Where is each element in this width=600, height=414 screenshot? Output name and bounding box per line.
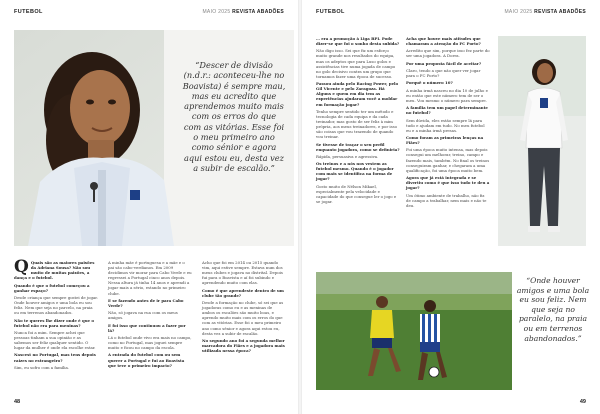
pull-quote: “Descer de divisão (n.d.r.: aconteceu-lhe no Boavista) é sempre mau, mas eu acredito que aprendemos muito mais com os erros do que com as vitórias. Esse foi o meu primeiro ano como sénior e agora aqui estou eu, desta vez a subir de escalão.”: [182, 60, 286, 173]
answer: A minha irmã nasceu no dia 10 de julho e eu então que este número tem de ser o meu. Vou mesmo o número para sempre.: [406, 87, 488, 103]
striped-shirt: [420, 314, 440, 342]
standing-portrait-photo: [498, 36, 586, 246]
answer: Tenho sempre sentido ter um método e tecnologia de cada equipa e da cada treinador, mas gosto de ser feliz à mim própria, aos meus treinadores, e por isso são coisas que vou trazendo de quando vou treinar.: [316, 108, 398, 140]
question: Nascest no Portugal, mas tens depois raízes no estrangeiro?: [14, 352, 96, 363]
drop-cap: Q: [14, 257, 29, 277]
question: Quando é que o futebol começou a ganhar espaço?: [14, 282, 90, 293]
question: Os treinos e a nós nos vestem as futebol mesmo. Quando é o jogador com mais se identifica na forma de jogar?: [316, 161, 394, 182]
question: A entrada do futebol com ou sem querer a Portugal e fui ao Boavista que teve o primeiro impacto?: [108, 352, 185, 368]
article-column-3: [202, 260, 286, 355]
answer: Claro, tendo a que não quer ver jogar para o FC Porto?: [406, 68, 481, 79]
question: Por uma proposta fácil de aceitar?: [406, 60, 482, 66]
question: No segundo ano foi a segunda melhor marcadora do Fiães e a jogadora mais utilizada nessa época?: [202, 337, 285, 354]
section-label: FUTEBOL: [316, 9, 345, 15]
magazine-masthead: [202, 9, 284, 15]
page-number: 48: [14, 399, 21, 405]
article-column-1: [14, 257, 98, 372]
answer: Desde criança que sempre gostei de jogar. Onde houver amigos e uma bola eu sou feliz. Nem que seja no parcelo, na praia ou em terrenos abandonados.: [14, 294, 98, 316]
question: Se tivesse de traçar o seu perfil enquanto jogadora, como se definiria?: [316, 141, 400, 152]
right-page: [302, 0, 600, 414]
question: Como foram as primeiras lenças na Fiães?: [406, 135, 484, 146]
magazine-date: MAIO 2025: [202, 9, 231, 15]
answer: Desde a formação no clube, só sei que as jogadoras como eu e as meninas de ambos os escalões são muito boas, e aprendo muito mais com os erros do que com as vitórias. Esse foi o meu primeiro ano como sénior e agora aqui estou eu, desta vez a subir de escalão.: [202, 300, 284, 336]
match-action-image: [316, 272, 512, 390]
magazine-title: REVISTA ABADÕES: [534, 9, 586, 15]
question: … era a promoção à Liga BPI. Pode dizer-se que foi o sonho desta subida?: [316, 36, 400, 47]
magazine-date: MAIO 2025: [504, 9, 533, 15]
question: Agora que já está integrada e se divertiu como é que isso tudo te deu a jogar?: [406, 175, 490, 191]
magazine-masthead: [504, 9, 586, 15]
question: A família tem um papel determinante no futebol?: [406, 105, 488, 116]
magazine-title: REVISTA ABADÕES: [232, 9, 284, 15]
answer: Acho que foi em 2014 ou 2015 quando vim, aqui estive sempre. Estava num dos meus clubes e jogava no distrital. Depois fui para o Boavista e aí foi subindo e aprendendo muito com elas.: [202, 260, 283, 286]
question: E foi isso que continuou a fazer por lá?: [108, 322, 186, 333]
right-page-header: [316, 9, 586, 18]
article-column-2: [108, 260, 192, 370]
question: Como é que aprendeste dentro de um clube tão grande?: [202, 287, 284, 298]
answer: Não digo isso. Sei que fiz um esforço muito grande nos resultados do equipa, mas os adeptos que para Luso golos e assistências tive numa jogada de campo no golo decisivo contra um grupo que tornamos fazer uma época de sucesso.: [316, 48, 396, 79]
column-1-lead: Quais são as maiores paixões da Adriana Sousa? Não sou muito de muitas paixões, a dança e o futebol.: [14, 260, 95, 281]
standing-portrait-image: [498, 36, 586, 246]
match-action-photo: [316, 272, 512, 390]
question: Não te queres lhe dizer onde é que o futebol não era para meninas?: [14, 317, 94, 328]
answer: Um ótimo ambiente de trabalho, não fiz de campo a trabalhar, nem mais e não te deu.: [406, 192, 487, 208]
answer: Nunca foi a mim. Sempre achei que pessoas tinham a sua opinião e as sabemos ser feliz qualquer sentido. O lugar da mulher é onde ela escolhe estar.: [14, 329, 96, 351]
answer: Não, só jogava na rua com os meus amigos.: [108, 310, 178, 321]
article-column-4: [316, 36, 400, 206]
answer: Gosto muito de Nélson Mikael, especialmente pela velocidade e capacidade do que consegue ler o jogo e se jogar.: [316, 183, 397, 205]
answer: A minha mãe é portuguesa e a mãe e o pai são cabo-verdianos. Em 2009 decidimos vir morar para Cabo Verde e eu regressei a Portugal cinco anos depois. Nessa altura já tinha 14 anos e aprendi a jogar mais a sério, estando no primeiro clube.: [108, 260, 192, 296]
pull-quote: “Onde houver amigos e uma bola eu sou feliz. Nem que seja no paralelo, na praia ou em terrenos abandonados.”: [516, 276, 590, 343]
question: Acha que houve mais atitudes que chamaram a atenção do FC Porto?: [406, 36, 481, 47]
question: Porquê o número 10?: [406, 80, 453, 86]
answer: Sem dúvida, eles estão sempre lá para tudo e ajudam em tudo. No meu futebol eu e a minha irmã presas.: [406, 117, 485, 133]
answer: Lá o futebol onde vivo era mais no campo, como no Portugal, mas joguei sempre muito e ficou no campo da escola.: [108, 334, 192, 351]
question: Passou ainda pelo Racing Power, pelo Gil Vicente e pelo Zaragoza. Há Alguns e quem em dia tem as experiências ajudaram você a moldar em formação jogar?: [316, 81, 399, 107]
answer: Sim, eu sofro com a família.: [14, 364, 70, 370]
answer: Acredito que sim, porque isso fez parte do ser uma jogadora. A Dorra.: [406, 48, 490, 59]
left-page-header: [14, 9, 284, 18]
answer: Foi uma época muito intensa, mas depois consegui um melhorar, treino, campo e fazendo mais, também. No final os treinos conseguiram ganhar, e chegaram a uma qualificação, foi uma época muito bem.: [406, 147, 490, 173]
answer: Rápida, persuasiva e agressiva.: [316, 153, 379, 159]
page-number: 49: [579, 399, 586, 405]
article-column-5: [406, 36, 490, 210]
section-label: FUTEBOL: [14, 9, 43, 15]
question: E se fazendo antes de ir para Cabo Verde?: [108, 297, 184, 308]
left-page: [0, 0, 298, 414]
